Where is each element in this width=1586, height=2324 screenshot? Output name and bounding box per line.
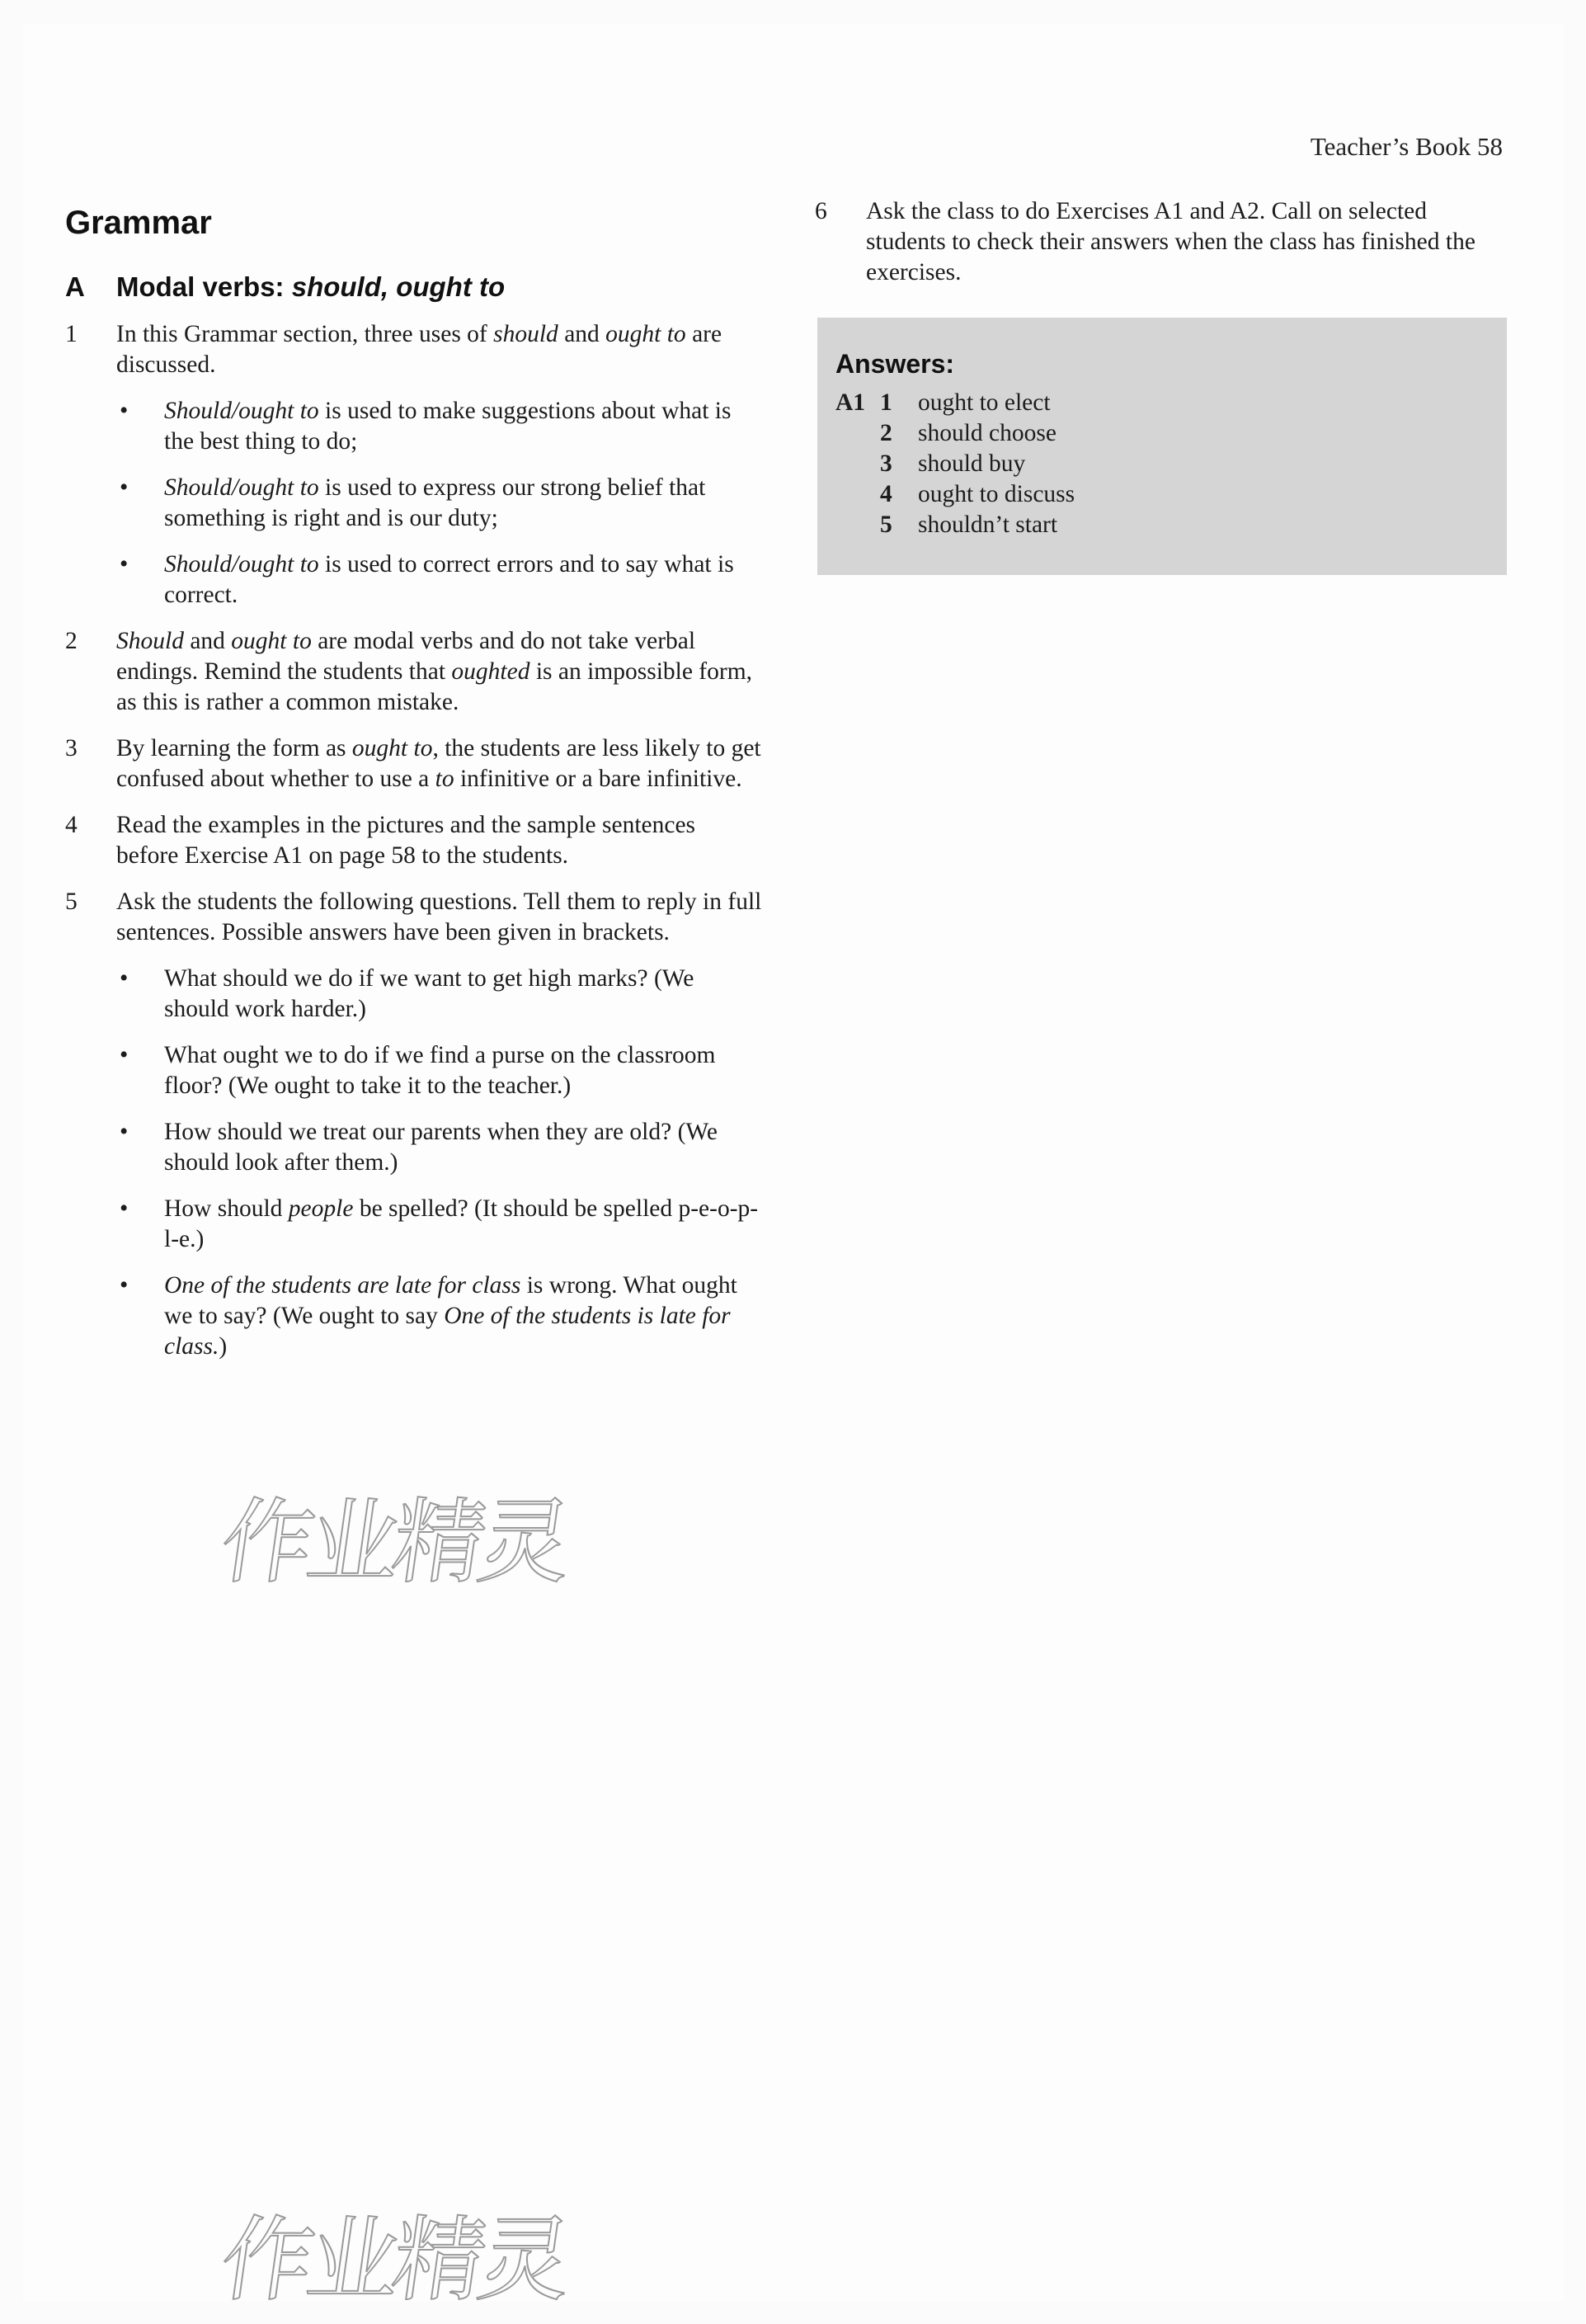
answer-text: shouldn’t start [918,511,1058,538]
text-run: ) [219,1333,228,1360]
right-column [815,196,1508,575]
text-run: be spelled? (It should be spelled p-e-o-p-l-e.) [164,1195,759,1252]
text-run: By learning the form as [116,735,352,761]
section-title: Grammar [65,205,212,241]
bullet-item [116,1270,762,1362]
text-run: and [183,628,232,654]
text-run-italic: people [288,1195,354,1222]
text-run: How should [164,1195,289,1222]
answer-number: 1 [880,389,892,416]
text-run-italic: to [435,766,454,792]
bullet-item [116,1040,762,1101]
answer-row [835,449,1490,479]
text-run-italic: One of the students are late for class [164,1272,521,1299]
answers-list [835,388,1490,540]
text-run-italic: ought to [605,321,686,347]
answer-number: 3 [880,450,892,477]
answer-text: should buy [918,450,1026,477]
text-run-italic: ought to [231,628,312,654]
answer-text: ought to elect [918,389,1051,416]
subsection-title [116,271,505,303]
left-column [65,196,762,1378]
answer-text: ought to discuss [918,481,1075,507]
bullet-text: What ought we to do if we find a purse on the classroom floor? (We ought to take it to the teacher.) [164,1042,716,1099]
item-number: 2 [65,628,78,654]
answer-row [835,510,1490,540]
bullet-text [164,1194,762,1255]
text-run: infinitive or a bare infinitive. [454,766,742,792]
bullet-icon: • [120,1195,129,1222]
numbered-item-4 [65,810,762,871]
answer-row [835,388,1490,418]
text-run-italic: should [493,321,558,347]
bullet-text [164,1270,762,1362]
exercise-label: A1 [835,389,866,416]
text-run: is an impossible form, as this is rather a common mistake. [116,658,753,715]
answer-number: 2 [880,420,892,446]
bullet-icon: • [120,398,129,424]
answer-row [835,479,1490,510]
questions-bullet-list [116,964,762,1362]
text-run: and [558,321,606,347]
numbered-item-2 [65,626,762,718]
subsection-heading [65,271,762,303]
text-run: In this Grammar section, three uses of [116,321,494,347]
numbered-item-5 [65,887,762,948]
item-text: Ask the class to do Exercises A1 and A2. Call on selected students to check their answers when the class has finished the exercises. [866,198,1475,285]
watermark-top: 作业精灵 [214,1489,572,1596]
numbered-item-6 [815,196,1508,288]
item-number: 1 [65,321,78,347]
answer-row [835,418,1490,449]
watermark-bottom: 作业精灵 [214,2207,572,2314]
answers-box [817,318,1507,575]
text-run-italic: Should/ought to [164,474,319,501]
text-run-italic: Should [116,628,184,654]
bullet-item [116,964,762,1025]
text-run: is used to make suggestions about what is the best thing to do; [164,398,732,455]
text-run: are modal verbs and do not take verbal endings. Remind the students that [116,628,696,685]
answer-text: should choose [918,420,1057,446]
text-run-italic: oughted [451,658,530,685]
item-number: 5 [65,889,78,915]
bullet-icon: • [120,474,129,501]
page-label: Teacher’s Book 58 [1310,132,1503,161]
subsection-title-plain: Modal verbs: [116,271,292,302]
item-text: Read the examples in the pictures and the sample sentences before Exercise A1 on page 58 to the students. [116,812,696,869]
text-run: is used to express our strong belief that something is right and is our duty; [164,474,706,531]
bullet-item [116,1194,762,1255]
text-run: is used to correct errors and to say what is correct. [164,551,734,608]
answers-title: Answers: [835,349,955,379]
bullet-text [164,549,762,610]
numbered-item-3 [65,733,762,794]
bullet-icon: • [120,1119,129,1145]
bullet-icon: • [120,551,129,577]
item-text [116,733,762,794]
answer-number: 5 [880,511,892,538]
bullet-icon: • [120,1272,129,1299]
text-run-italic: ought to [351,735,433,761]
text-run-italic: Should/ought to [164,551,319,577]
bullet-item [116,473,762,534]
text-run-italic: Should/ought to [164,398,319,424]
text-run: is wrong. What ought we to say? (We ought to say [164,1272,737,1329]
item-number: 6 [815,198,827,224]
bullet-text: How should we treat our parents when they are old? (We should look after them.) [164,1119,718,1176]
text-run: are discussed. [116,321,722,378]
uses-bullet-list [116,396,762,610]
bullet-text [164,473,762,534]
bullet-icon: • [120,965,129,992]
item-text [116,319,762,380]
numbered-item-1 [65,319,762,380]
bullet-icon: • [120,1042,129,1068]
bullet-item [116,1117,762,1178]
item-number: 3 [65,735,78,761]
text-run-italic: One of the students is late for class. [164,1303,731,1360]
item-number: 4 [65,812,78,838]
bullet-item [116,549,762,610]
subsection-letter: A [65,271,85,302]
bullet-text: What should we do if we want to get high marks? (We should work harder.) [164,965,694,1022]
subsection-title-italic: should, ought to [291,271,506,302]
bullet-text [164,396,762,457]
answer-number: 4 [880,481,892,507]
item-text: Ask the students the following questions. Tell them to reply in full sentences. Possible answers have been given in brackets. [116,889,762,945]
bullet-item [116,396,762,457]
text-run: , the students are less likely to get confused about whether to use a [116,735,761,792]
item-text [116,626,762,718]
